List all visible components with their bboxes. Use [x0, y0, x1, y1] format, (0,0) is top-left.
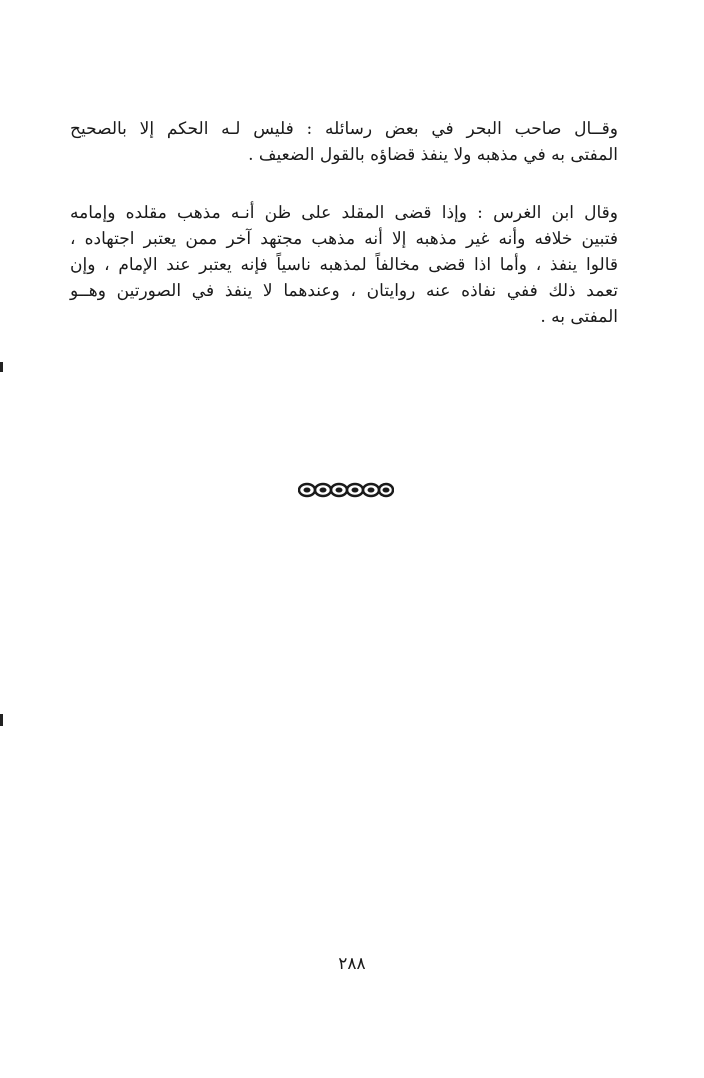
section-divider-ornament: [298, 480, 394, 500]
page-number: ٢٨٨: [338, 954, 366, 974]
paragraph-1: [70, 116, 618, 168]
paragraph-line: تعمد ذلك ففي نفاذه عنه روايتان ، وعندهما لا ينفذ في الصورتين وهــو: [70, 281, 618, 301]
paragraph-line: المفتى به في مذهبه ولا ينفذ قضاؤه بالقول الضعيف .: [248, 145, 618, 165]
paragraph-line: وقــال صاحب البحر في بعض رسائله : فليس لـه الحكم إلا بالصحيح: [70, 119, 618, 139]
paragraph-line: فتبين خلافه وأنه غير مذهبه إلا أنه مذهب مجتهد آخر ممن يعتبر اجتهاده ،: [70, 229, 618, 249]
paragraph-line: المفتى به .: [540, 307, 618, 327]
paragraph-2: [70, 200, 618, 330]
scan-edge-mark: [0, 714, 3, 726]
paragraph-line: وقال ابن الغرس : وإذا قضى المقلد على ظن أنـه مذهب مقلده وإمامه: [70, 203, 618, 223]
scan-edge-mark: [0, 362, 3, 372]
paragraph-line: قالوا ينفذ ، وأما اذا قضى مخالفاً لمذهبه ناسياً فإنه يعتبر عند الإمام ، وإن: [70, 255, 618, 275]
